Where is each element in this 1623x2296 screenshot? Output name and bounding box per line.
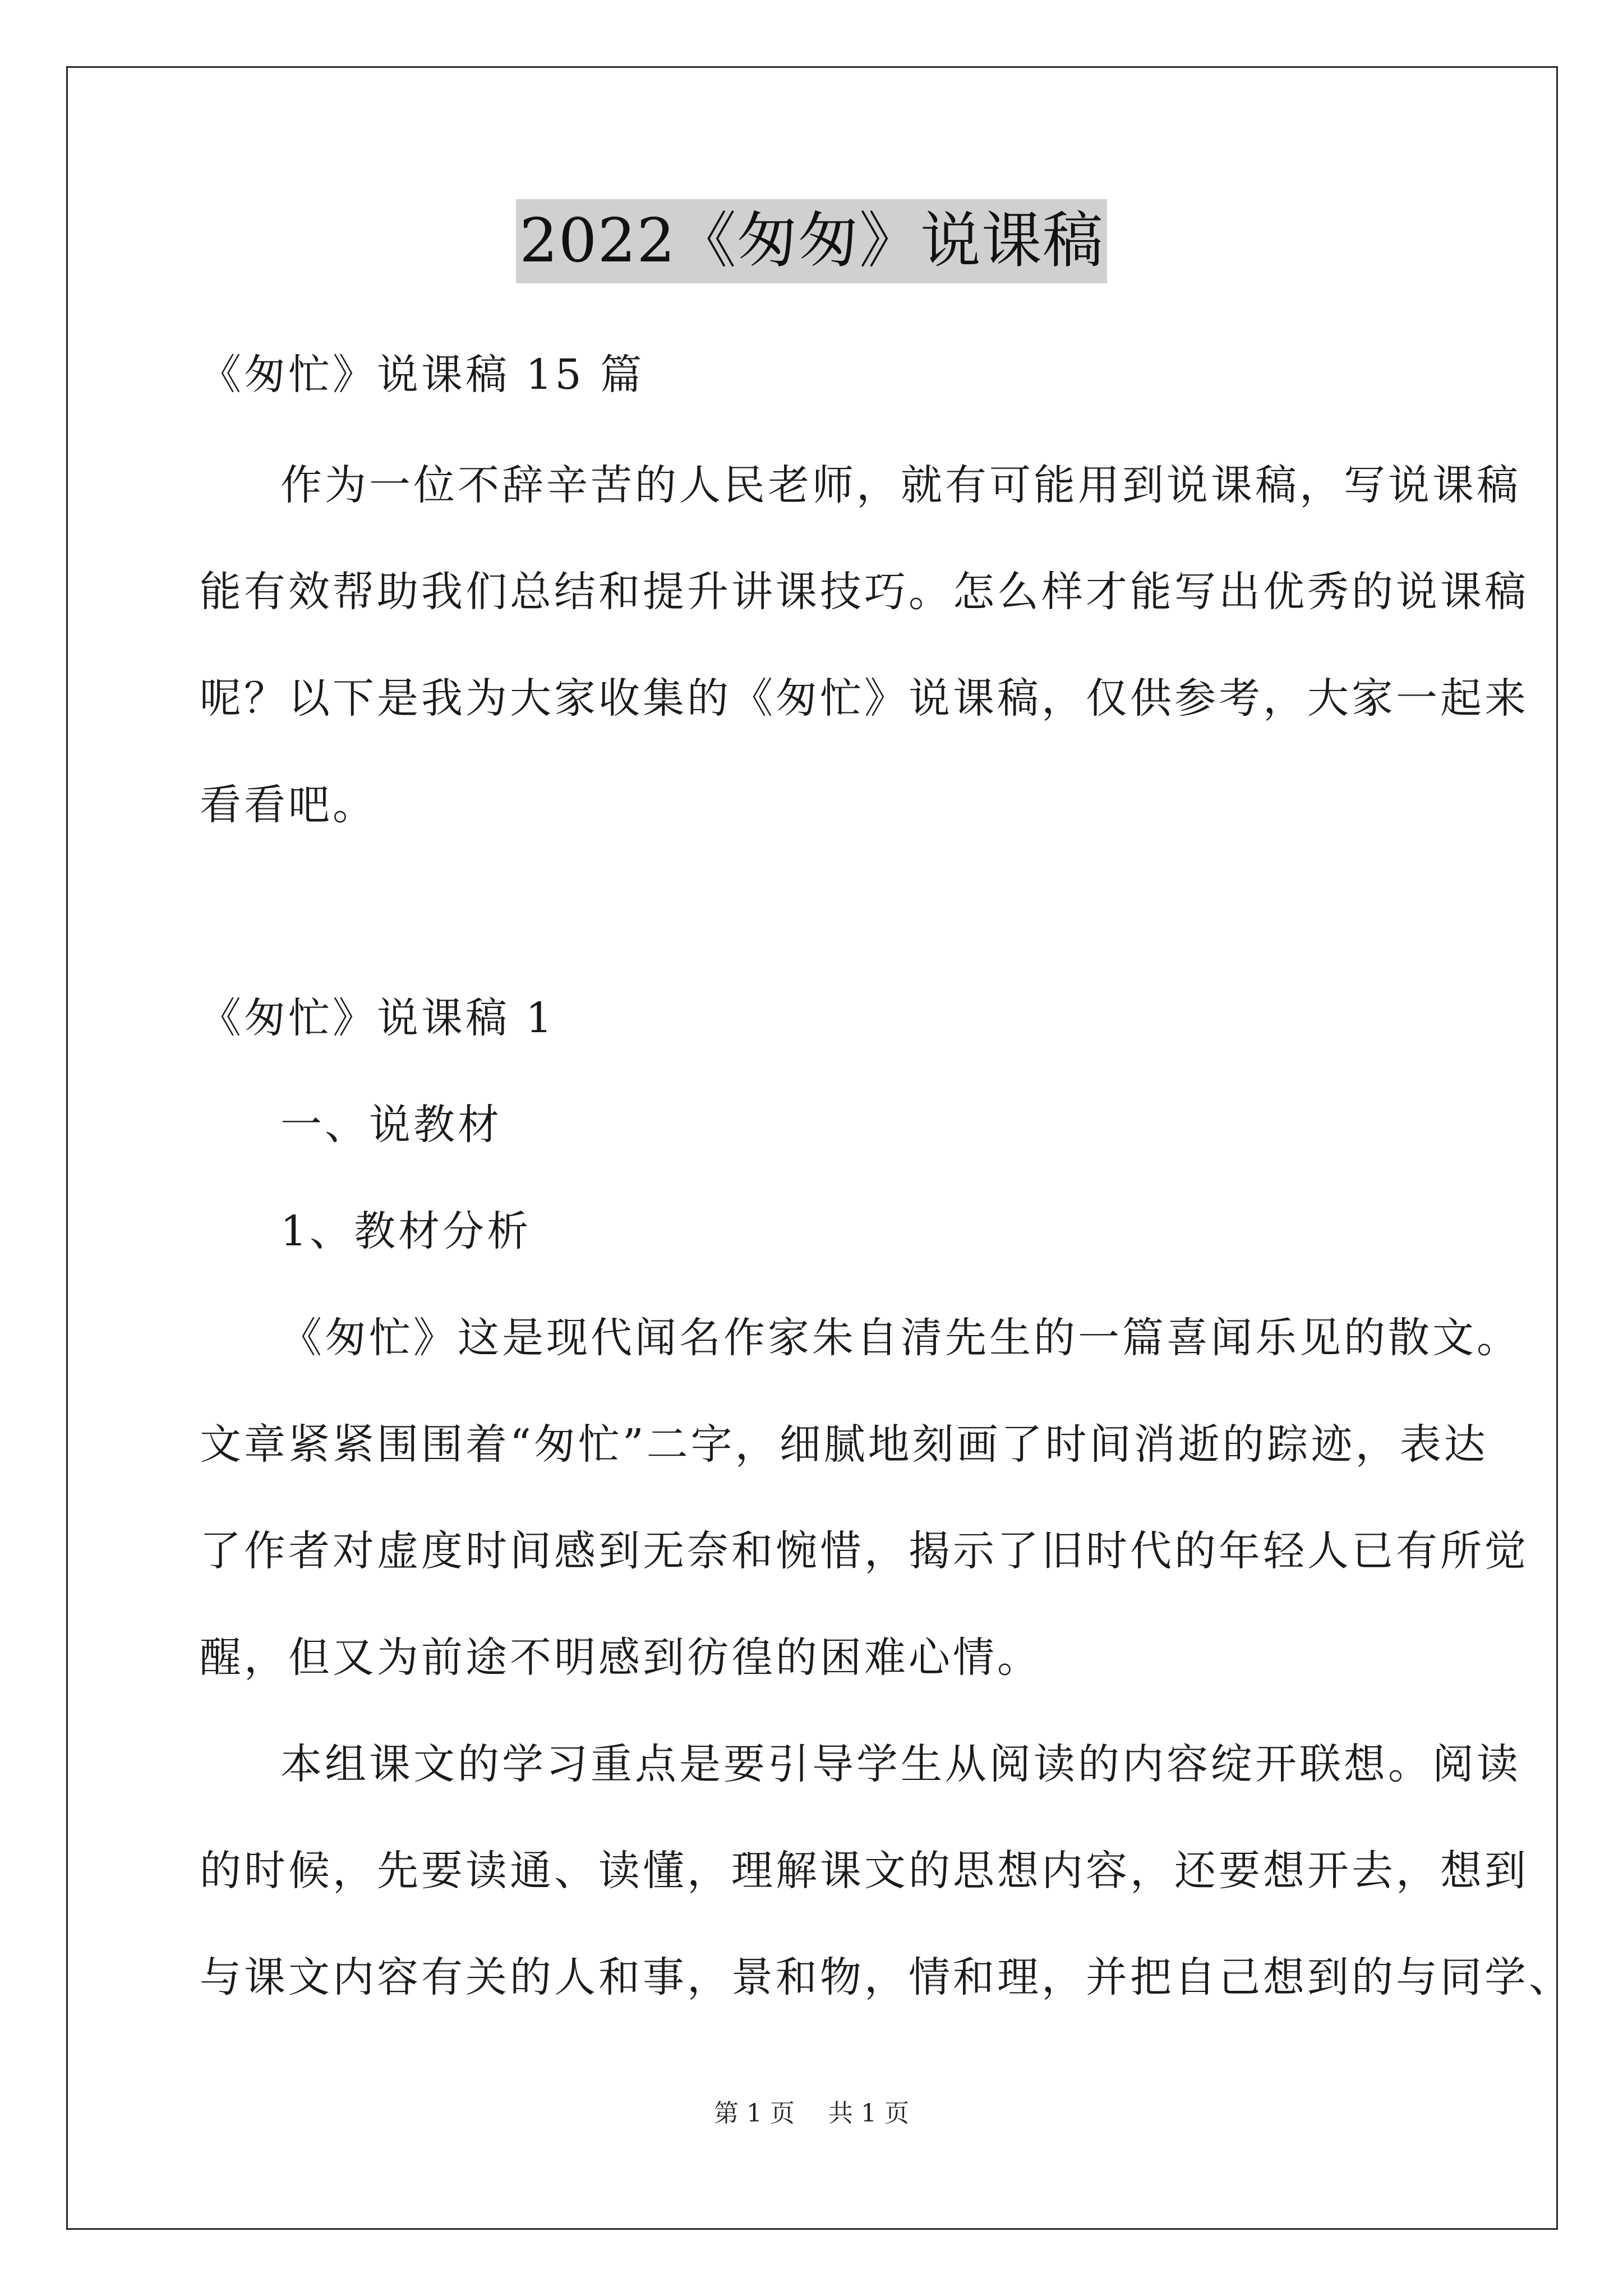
title-container [0,199,1623,283]
paragraph-line: 醒，但又为前途不明感到彷徨的困难心情。 [200,1634,1041,1682]
section-heading: 《匆忙》说课稿 1 [200,994,555,1042]
page-number: 第 1 页 [714,2099,795,2128]
document-title: 2022《匆匆》说课稿 [516,199,1107,283]
subsection-heading: 1、教材分析 [280,1207,532,1255]
page-footer [0,2097,1623,2131]
paragraph-line: 了作者对虚度时间感到无奈和惋惜，揭示了旧时代的年轻人已有所觉 [200,1527,1529,1575]
page-total: 共 1 页 [828,2099,909,2128]
paragraph-line: 的时候，先要读通、读懂，理解课文的思想内容，还要想开去，想到 [200,1847,1529,1895]
subsection-heading: 一、说教材 [280,1101,502,1149]
paragraph-line: 能有效帮助我们总结和提升讲课技巧。怎么样才能写出优秀的说课稿 [200,568,1529,616]
paragraph-line: 《匆忙》这是现代闻名作家朱自清先生的一篇喜闻乐见的散文。 [280,1314,1521,1362]
paragraph-line: 作为一位不辞辛苦的人民老师，就有可能用到说课稿，写说课稿 [280,461,1521,509]
subtitle: 《匆忙》说课稿 15 篇 [200,351,645,399]
paragraph-line: 与课文内容有关的人和事，景和物，情和理，并把自己想到的与同学、 [200,1953,1573,2001]
paragraph-line: 本组课文的学习重点是要引导学生从阅读的内容绽开联想。阅读 [280,1740,1521,1788]
paragraph-line: 看看吧。 [200,781,377,829]
paragraph-line: 呢？以下是我为大家收集的《匆忙》说课稿，仅供参考，大家一起来 [200,674,1529,723]
paragraph-line: 文章紧紧围围着“匆忙”二字，细腻地刻画了时间消逝的踪迹，表达 [200,1420,1488,1469]
